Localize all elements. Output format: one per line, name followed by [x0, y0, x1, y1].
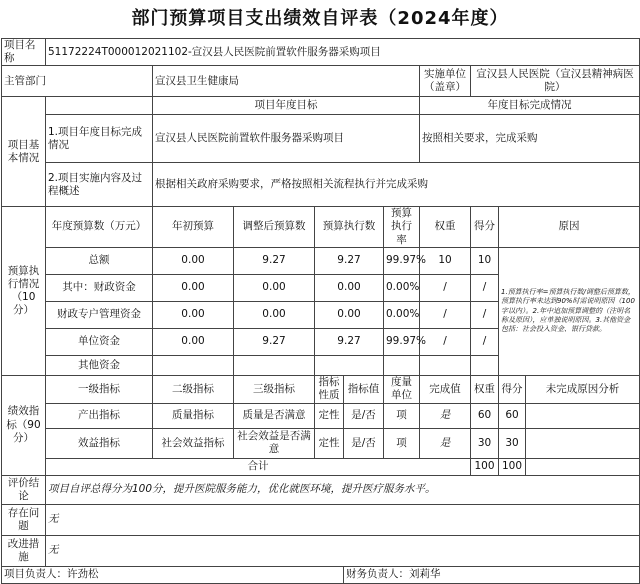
perf-row-l1: 效益指标: [46, 428, 153, 458]
perf-total-score: 100: [499, 458, 526, 475]
budget-row-adjusted: 9.27: [234, 247, 315, 274]
basic-info-label: 项目基本情况: [2, 97, 46, 207]
impl-unit-label: 实施单位（盖章）: [420, 66, 471, 97]
budget-row-weight: /: [420, 328, 471, 355]
perf-row-l3: 社会效益是否满意: [234, 428, 315, 458]
budget-header-weight: 权重: [420, 207, 471, 247]
perf-row-weight: 30: [471, 428, 499, 458]
dept-value: 宣汉县卫生健康局: [153, 66, 420, 97]
budget-row-weight: 10: [420, 247, 471, 274]
perf-row-l2: 社会效益指标: [153, 428, 234, 458]
perf-row-reason: [526, 403, 640, 428]
perf-header-unit: 度量单位: [384, 375, 420, 403]
perf-header-weight: 权重: [471, 375, 499, 403]
measures-label: 改进措施: [2, 535, 46, 566]
page-title: 部门预算项目支出绩效自评表（2024年度）: [131, 8, 509, 29]
impl-value: 根据相关政府采购要求，严格按照相关流程执行并完成采购: [153, 163, 640, 207]
eval-label: 评价结论: [2, 475, 46, 504]
budget-header-adjusted: 调整后预算数: [234, 207, 315, 247]
budget-row-score: /: [471, 328, 499, 355]
perf-header-l3: 三级指标: [234, 375, 315, 403]
evaluation-table: [1, 38, 640, 584]
budget-row-initial: 0.00: [153, 274, 234, 301]
budget-row-rate: 99.97%: [384, 328, 420, 355]
perf-header-score: 得分: [499, 375, 526, 403]
budget-row-executed: 0.00: [315, 301, 384, 328]
budget-row-rate: [384, 355, 420, 375]
measures-value: 无: [46, 535, 640, 566]
budget-row-initial: 0.00: [153, 247, 234, 274]
perf-header-value: 指标值: [344, 375, 384, 403]
eval-value: 项目自评总得分为100分，提升医院服务能力，优化就医环境，提升医疗服务水平。: [46, 475, 640, 504]
budget-row-adjusted: 0.00: [234, 301, 315, 328]
budget-row-executed: 0.00: [315, 274, 384, 301]
perf-row-reason: [526, 428, 640, 458]
perf-total-weight: 100: [471, 458, 499, 475]
project-name-label: 项目名称: [2, 39, 46, 66]
perf-row-done: 是: [420, 428, 471, 458]
perf-total-label: 合计: [46, 458, 471, 475]
budget-row-rate: 99.97%: [384, 247, 420, 274]
budget-header-reason: 原因: [499, 207, 640, 247]
budget-header-total: 年度预算数（万元）: [46, 207, 153, 247]
budget-header-score: 得分: [471, 207, 499, 247]
perf-header-done: 完成值: [420, 375, 471, 403]
budget-header-initial: 年初预算: [153, 207, 234, 247]
budget-row-executed: [315, 355, 384, 375]
budget-row-score: 10: [471, 247, 499, 274]
goal-row-label: 1.项目年度目标完成情况: [46, 115, 153, 163]
perf-header-reason: 未完成原因分析: [526, 375, 640, 403]
impl-unit-value: 宣汉县人民医院（宣汉县精神病医院）: [471, 66, 640, 97]
perf-row-value: 是/否: [344, 403, 384, 428]
perf-header-nature: 指标性质: [315, 375, 344, 403]
perf-row-unit: 项: [384, 428, 420, 458]
budget-row-name: 其他资金: [46, 355, 153, 375]
budget-row-weight: [420, 355, 471, 375]
project-manager: 项目负责人：许劲松: [2, 566, 344, 583]
perf-row-done: 是: [420, 403, 471, 428]
goal-value: 宣汉县人民医院前置软件服务器采购项目: [153, 115, 420, 163]
budget-row-initial: 0.00: [153, 301, 234, 328]
finance-manager: 财务负责人：刘莉华: [344, 566, 640, 583]
col-done-header: 年度目标完成情况: [420, 97, 640, 115]
perf-label: 绩效指标（90分）: [2, 375, 46, 475]
budget-header-executed: 预算执行数: [315, 207, 384, 247]
budget-row-rate: 0.00%: [384, 301, 420, 328]
issues-value: 无: [46, 504, 640, 535]
perf-row-l3: 质量是否满意: [234, 403, 315, 428]
budget-row-score: /: [471, 274, 499, 301]
perf-header-l2: 二级指标: [153, 375, 234, 403]
goal-done-value: 按照相关要求，完成采购: [420, 115, 640, 163]
perf-row-unit: 项: [384, 403, 420, 428]
col-goal-header: 项目年度目标: [153, 97, 420, 115]
budget-row-weight: /: [420, 301, 471, 328]
budget-row-executed: 9.27: [315, 328, 384, 355]
dept-label: 主管部门: [2, 66, 153, 97]
impl-row-label: 2.项目实施内容及过程概述: [46, 163, 153, 207]
budget-row-initial: 0.00: [153, 328, 234, 355]
budget-row-name: 单位资金: [46, 328, 153, 355]
budget-row-initial: [153, 355, 234, 375]
budget-reason-note: 1.预算执行率=预算执行数/调整后预算数，预算执行率未达到90%时需说明原因（100字以内）。2.年中追加预算调整的（注明名称及原因），应单独说明原因。3.其他资金包括：社会投入资金、银行贷款。: [499, 247, 640, 375]
budget-header-rate: 预算执行率: [384, 207, 420, 247]
budget-row-adjusted: [234, 355, 315, 375]
budget-row-name: 总额: [46, 247, 153, 274]
budget-label: 预算执行情况（10分）: [2, 207, 46, 375]
budget-row-adjusted: 0.00: [234, 274, 315, 301]
perf-row-weight: 60: [471, 403, 499, 428]
perf-row-value: 是/否: [344, 428, 384, 458]
perf-row-l1: 产出指标: [46, 403, 153, 428]
perf-row-score: 60: [499, 403, 526, 428]
budget-row-name: 财政专户管理资金: [46, 301, 153, 328]
issues-label: 存在问题: [2, 504, 46, 535]
budget-row-adjusted: 9.27: [234, 328, 315, 355]
budget-row-executed: 9.27: [315, 247, 384, 274]
perf-header-l1: 一级指标: [46, 375, 153, 403]
budget-row-name: 其中：财政资金: [46, 274, 153, 301]
budget-row-rate: 0.00%: [384, 274, 420, 301]
budget-row-weight: /: [420, 274, 471, 301]
budget-row-score: /: [471, 301, 499, 328]
perf-row-nature: 定性: [315, 428, 344, 458]
perf-row-l2: 质量指标: [153, 403, 234, 428]
project-name-value: 51172224T000012021102-宣汉县人民医院前置软件服务器采购项目: [46, 39, 640, 66]
perf-row-nature: 定性: [315, 403, 344, 428]
perf-row-score: 30: [499, 428, 526, 458]
budget-row-score: [471, 355, 499, 375]
